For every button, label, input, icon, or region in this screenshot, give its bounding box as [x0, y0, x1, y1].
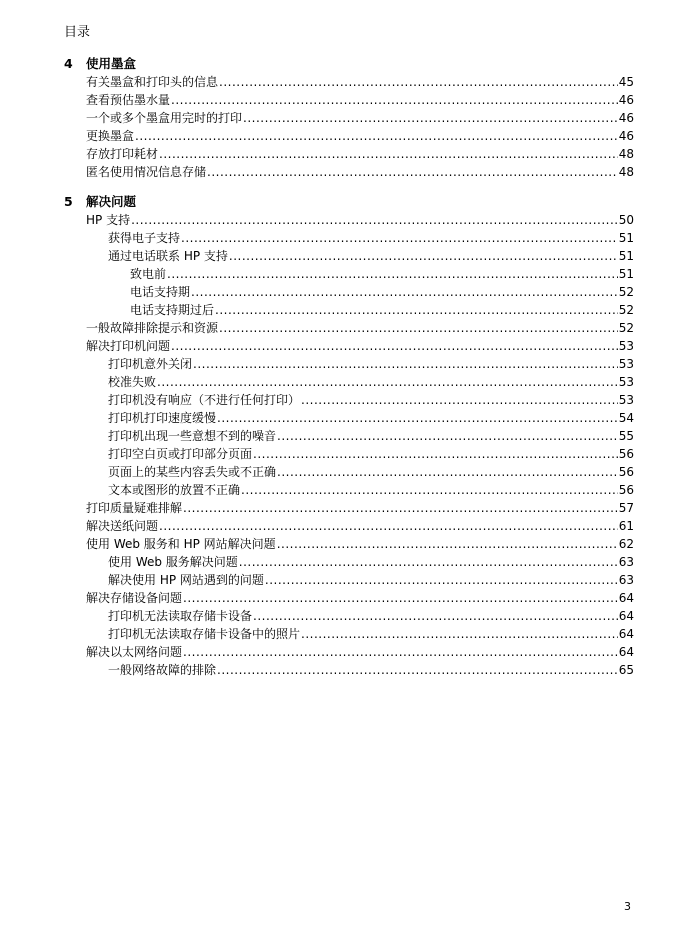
toc-entry[interactable] — [64, 319, 634, 337]
dot-leader — [217, 409, 618, 427]
chapter-heading[interactable] — [64, 55, 634, 73]
dot-leader — [301, 625, 618, 643]
dot-leader — [229, 247, 618, 265]
dot-leader — [193, 355, 618, 373]
dot-leader — [159, 517, 618, 535]
dot-leader — [277, 427, 618, 445]
toc-entry[interactable] — [64, 607, 634, 625]
toc-entry-title: 打印机打印速度缓慢 — [108, 411, 217, 425]
toc-entry-page: 51 — [618, 231, 634, 245]
toc-entry-page: 56 — [618, 447, 634, 461]
toc-entry-title: 打印机没有响应（不进行任何打印） — [108, 393, 301, 407]
toc-entry[interactable] — [64, 229, 634, 247]
toc-entry-title: 获得电子支持 — [108, 231, 181, 245]
toc-entry-page: 48 — [618, 165, 634, 179]
toc-entry-title: 使用 Web 服务和 HP 网站解决问题 — [86, 537, 276, 551]
toc-entry[interactable] — [64, 145, 634, 163]
dot-leader — [183, 643, 618, 661]
toc-entry-title: 致电前 — [130, 267, 167, 281]
toc-entry[interactable] — [64, 109, 634, 127]
dot-leader — [159, 145, 618, 163]
toc-entry[interactable] — [64, 463, 634, 481]
toc-entry-page: 52 — [618, 321, 634, 335]
dot-leader — [301, 391, 618, 409]
dot-leader — [167, 265, 618, 283]
dot-leader — [181, 229, 618, 247]
toc-entry-page: 51 — [618, 249, 634, 263]
toc-entry-title: 打印机出现一些意想不到的噪音 — [108, 429, 277, 443]
toc-entry-title: 通过电话联系 HP 支持 — [108, 249, 228, 263]
toc-entry[interactable] — [64, 211, 634, 229]
toc-entry[interactable] — [64, 661, 634, 679]
chapter-number: 5 — [64, 194, 73, 209]
toc-entry[interactable] — [64, 481, 634, 499]
dot-leader — [277, 463, 618, 481]
toc-entry-page: 64 — [618, 609, 634, 623]
toc-entry[interactable] — [64, 247, 634, 265]
toc-entry-page: 56 — [618, 483, 634, 497]
toc-entry-page: 64 — [618, 645, 634, 659]
toc-entry-page: 53 — [618, 339, 634, 353]
dot-leader — [265, 571, 618, 589]
dot-leader — [239, 553, 618, 571]
toc-entry[interactable] — [64, 445, 634, 463]
toc-entry-title: 打印机无法读取存储卡设备 — [108, 609, 253, 623]
toc-entry-page: 53 — [618, 357, 634, 371]
toc-entry[interactable] — [64, 409, 634, 427]
toc-entry[interactable] — [64, 535, 634, 553]
dot-leader — [219, 319, 618, 337]
toc-entry-title: 页面上的某些内容丢失或不正确 — [108, 465, 277, 479]
toc-entry-page: 65 — [618, 663, 634, 677]
toc-entry[interactable] — [64, 553, 634, 571]
dot-leader — [277, 535, 618, 553]
toc-entry-title: 一般故障排除提示和资源 — [86, 321, 219, 335]
dot-leader — [243, 109, 618, 127]
toc-entry-page: 53 — [618, 375, 634, 389]
toc-entry-page: 52 — [618, 285, 634, 299]
toc-entry[interactable] — [64, 589, 634, 607]
chapter-title: 解决问题 — [86, 194, 137, 209]
toc-entry-page: 53 — [618, 393, 634, 407]
dot-leader — [135, 127, 618, 145]
dot-leader — [183, 499, 618, 517]
toc-entry[interactable] — [64, 337, 634, 355]
toc-entry-title: 打印机无法读取存储卡设备中的照片 — [108, 627, 301, 641]
toc-entry[interactable] — [64, 499, 634, 517]
toc-entry-page: 48 — [618, 147, 634, 161]
dot-leader — [217, 661, 618, 679]
toc-entry-page: 51 — [618, 267, 634, 281]
toc-entry-page: 55 — [618, 429, 634, 443]
dot-leader — [219, 73, 618, 91]
page-title: 目录 — [64, 25, 91, 40]
toc-entry-title: 打印质量疑难排解 — [86, 501, 183, 515]
dot-leader — [215, 301, 618, 319]
toc-entry[interactable] — [64, 91, 634, 109]
toc-entry-title: 一个或多个墨盒用完时的打印 — [86, 111, 243, 125]
toc-entry-page: 62 — [618, 537, 634, 551]
toc-entry-title: 解决以太网络问题 — [86, 645, 183, 659]
toc-entry[interactable] — [64, 625, 634, 643]
toc-entry-title: HP 支持 — [86, 213, 131, 227]
toc-entry-title: 存放打印耗材 — [86, 147, 159, 161]
toc-entry-page: 46 — [618, 129, 634, 143]
dot-leader — [253, 607, 618, 625]
toc-entry[interactable] — [64, 427, 634, 445]
dot-leader — [207, 163, 618, 181]
toc-entry[interactable] — [64, 355, 634, 373]
toc-entry-title: 有关墨盒和打印头的信息 — [86, 75, 219, 89]
toc-entry-title: 打印空白页或打印部分页面 — [108, 447, 253, 461]
toc-entry-title: 使用 Web 服务解决问题 — [108, 555, 238, 569]
toc-entry-page: 61 — [618, 519, 634, 533]
toc-entry-title: 解决存储设备问题 — [86, 591, 183, 605]
toc-entry[interactable] — [64, 163, 634, 181]
toc-entry[interactable] — [64, 127, 634, 145]
toc-entry[interactable] — [64, 643, 634, 661]
toc-entry[interactable] — [64, 283, 634, 301]
toc-entry-title: 更换墨盒 — [86, 129, 135, 143]
toc-entry[interactable] — [64, 391, 634, 409]
toc-entry-title: 解决打印机问题 — [86, 339, 171, 353]
chapter-title: 使用墨盒 — [86, 56, 137, 71]
dot-leader — [171, 337, 618, 355]
toc-entry-page: 46 — [618, 111, 634, 125]
toc-entry-title: 电话支持期过后 — [130, 303, 215, 317]
toc-entry-title: 打印机意外关闭 — [108, 357, 193, 371]
toc-chapter — [64, 55, 634, 181]
toc-entry-title: 解决送纸问题 — [86, 519, 159, 533]
table-of-contents — [64, 55, 634, 691]
dot-leader — [131, 211, 618, 229]
dot-leader — [191, 283, 618, 301]
toc-entry-title: 解决使用 HP 网站遇到的问题 — [108, 573, 264, 587]
toc-entry-title: 文本或图形的放置不正确 — [108, 483, 241, 497]
dot-leader — [171, 91, 618, 109]
toc-entry[interactable] — [64, 373, 634, 391]
toc-entry-title: 电话支持期 — [130, 285, 191, 299]
toc-entry-page: 46 — [618, 93, 634, 107]
toc-entry-page: 64 — [618, 591, 634, 605]
toc-entry[interactable] — [64, 73, 634, 91]
toc-entry-page: 63 — [618, 555, 634, 569]
toc-entry[interactable] — [64, 265, 634, 283]
chapter-number: 4 — [64, 56, 73, 71]
page-number: 3 — [624, 900, 631, 913]
toc-entry-title: 校准失败 — [108, 375, 157, 389]
dot-leader — [157, 373, 618, 391]
toc-entry-page: 54 — [618, 411, 634, 425]
chapter-heading[interactable] — [64, 193, 634, 211]
toc-entry-page: 45 — [618, 75, 634, 89]
dot-leader — [241, 481, 618, 499]
toc-entry-page: 56 — [618, 465, 634, 479]
toc-entry-page: 52 — [618, 303, 634, 317]
toc-entry-page: 57 — [618, 501, 634, 515]
toc-entry-title: 一般网络故障的排除 — [108, 663, 217, 677]
toc-entry-page: 50 — [618, 213, 634, 227]
toc-entry[interactable] — [64, 571, 634, 589]
toc-chapter — [64, 193, 634, 679]
toc-entry-title: 查看预估墨水量 — [86, 93, 171, 107]
dot-leader — [253, 445, 618, 463]
dot-leader — [183, 589, 618, 607]
toc-entry-title: 匿名使用情况信息存储 — [86, 165, 207, 179]
toc-entry-page: 63 — [618, 573, 634, 587]
toc-entry[interactable] — [64, 517, 634, 535]
toc-entry[interactable] — [64, 301, 634, 319]
toc-entry-page: 64 — [618, 627, 634, 641]
